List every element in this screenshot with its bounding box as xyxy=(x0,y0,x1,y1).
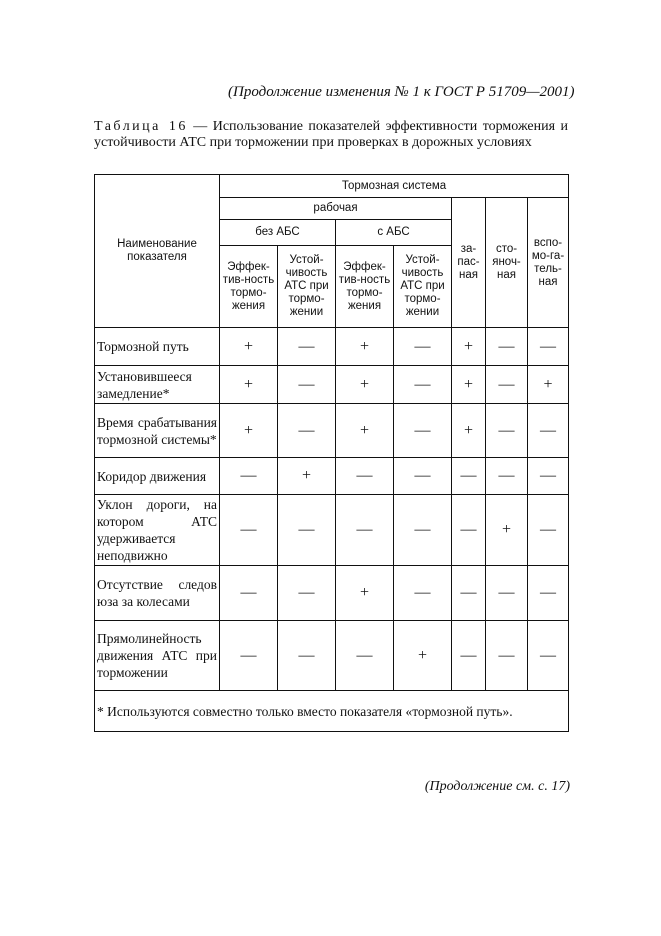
continuation-footer-note: (Продолжение см. с. 17) xyxy=(424,779,570,794)
mark-cell: + xyxy=(220,328,278,366)
table-row xyxy=(95,566,569,621)
row-name: Коридор движения xyxy=(95,458,220,495)
mark-cell: — xyxy=(278,621,336,691)
indicators-table xyxy=(94,174,569,732)
mark-cell: — xyxy=(452,566,486,621)
mark-cell: + xyxy=(528,366,569,404)
mark-cell: — xyxy=(278,328,336,366)
table-caption-text: — Использование показателей эффективности торможения и устойчивости АТС при торможении при проверках в дорожных условиях xyxy=(94,119,568,150)
reserve-system-header: за-пас-ная xyxy=(452,198,486,328)
mark-cell: — xyxy=(336,495,394,566)
table-row xyxy=(95,366,569,404)
mark-cell: — xyxy=(486,566,528,621)
working-system-header: рабочая xyxy=(220,198,452,220)
efficiency-header-abs: Эффек-тив-ность тормо-жения xyxy=(336,246,394,328)
table-caption xyxy=(94,119,568,151)
mark-cell: + xyxy=(394,621,452,691)
auxiliary-system-header: вспо-мо-га-тель-ная xyxy=(528,198,569,328)
mark-cell: — xyxy=(452,495,486,566)
without-abs-header: без АБС xyxy=(220,220,336,246)
table-row xyxy=(95,404,569,458)
mark-cell: — xyxy=(336,458,394,495)
table-footnote: * Используются совместно только вместо показателя «тормозной путь». xyxy=(95,691,569,732)
table-row xyxy=(95,328,569,366)
brake-system-header: Тормозная система xyxy=(220,175,569,198)
mark-cell: — xyxy=(528,621,569,691)
mark-cell: — xyxy=(528,495,569,566)
mark-cell: — xyxy=(278,566,336,621)
mark-cell: — xyxy=(278,366,336,404)
mark-cell: + xyxy=(220,404,278,458)
mark-cell: — xyxy=(394,366,452,404)
mark-cell: — xyxy=(394,404,452,458)
mark-cell: — xyxy=(336,621,394,691)
mark-cell: + xyxy=(336,366,394,404)
mark-cell: + xyxy=(220,366,278,404)
mark-cell: — xyxy=(528,566,569,621)
mark-cell: — xyxy=(278,495,336,566)
mark-cell: — xyxy=(486,621,528,691)
mark-cell: + xyxy=(452,404,486,458)
row-name: Установившееся замедление* xyxy=(95,366,220,404)
mark-cell: — xyxy=(486,458,528,495)
row-name: Уклон дороги, на котором АТС удерживается неподвижно xyxy=(95,495,220,566)
mark-cell: — xyxy=(220,566,278,621)
continuation-header-note: (Продолжение изменения № 1 к ГОСТ Р 51709—2001) xyxy=(228,84,575,100)
mark-cell: — xyxy=(220,621,278,691)
row-name: Тормозной путь xyxy=(95,328,220,366)
footnote-row xyxy=(95,691,569,732)
mark-cell: — xyxy=(452,621,486,691)
table-row xyxy=(95,621,569,691)
mark-cell: + xyxy=(336,566,394,621)
mark-cell: — xyxy=(528,458,569,495)
mark-cell: + xyxy=(452,366,486,404)
stability-header-no-abs: Устой-чивость АТС при тормо-жении xyxy=(278,246,336,328)
mark-cell: + xyxy=(336,404,394,458)
mark-cell: — xyxy=(278,404,336,458)
table-caption-label: Таблица 16 xyxy=(94,119,188,134)
mark-cell: — xyxy=(394,328,452,366)
parking-system-header: сто-яноч-ная xyxy=(486,198,528,328)
mark-cell: — xyxy=(394,566,452,621)
mark-cell: — xyxy=(528,404,569,458)
mark-cell: + xyxy=(278,458,336,495)
mark-cell: — xyxy=(394,458,452,495)
mark-cell: — xyxy=(486,328,528,366)
table-row xyxy=(95,458,569,495)
mark-cell: — xyxy=(528,328,569,366)
mark-cell: — xyxy=(220,495,278,566)
name-column-header: Наименование показателя xyxy=(95,175,220,328)
mark-cell: — xyxy=(220,458,278,495)
mark-cell: — xyxy=(486,404,528,458)
mark-cell: + xyxy=(486,495,528,566)
efficiency-header-no-abs: Эффек-тив-ность тормо-жения xyxy=(220,246,278,328)
row-name: Отсутствие следов юза за колесами xyxy=(95,566,220,621)
table-row xyxy=(95,495,569,566)
mark-cell: + xyxy=(452,328,486,366)
mark-cell: — xyxy=(452,458,486,495)
row-name: Прямолинейность движения АТС при торможении xyxy=(95,621,220,691)
mark-cell: — xyxy=(394,495,452,566)
row-name: Время срабатывания тормозной системы* xyxy=(95,404,220,458)
mark-cell: + xyxy=(336,328,394,366)
stability-header-abs: Устой-чивость АТС при тормо-жении xyxy=(394,246,452,328)
mark-cell: — xyxy=(486,366,528,404)
with-abs-header: с АБС xyxy=(336,220,452,246)
